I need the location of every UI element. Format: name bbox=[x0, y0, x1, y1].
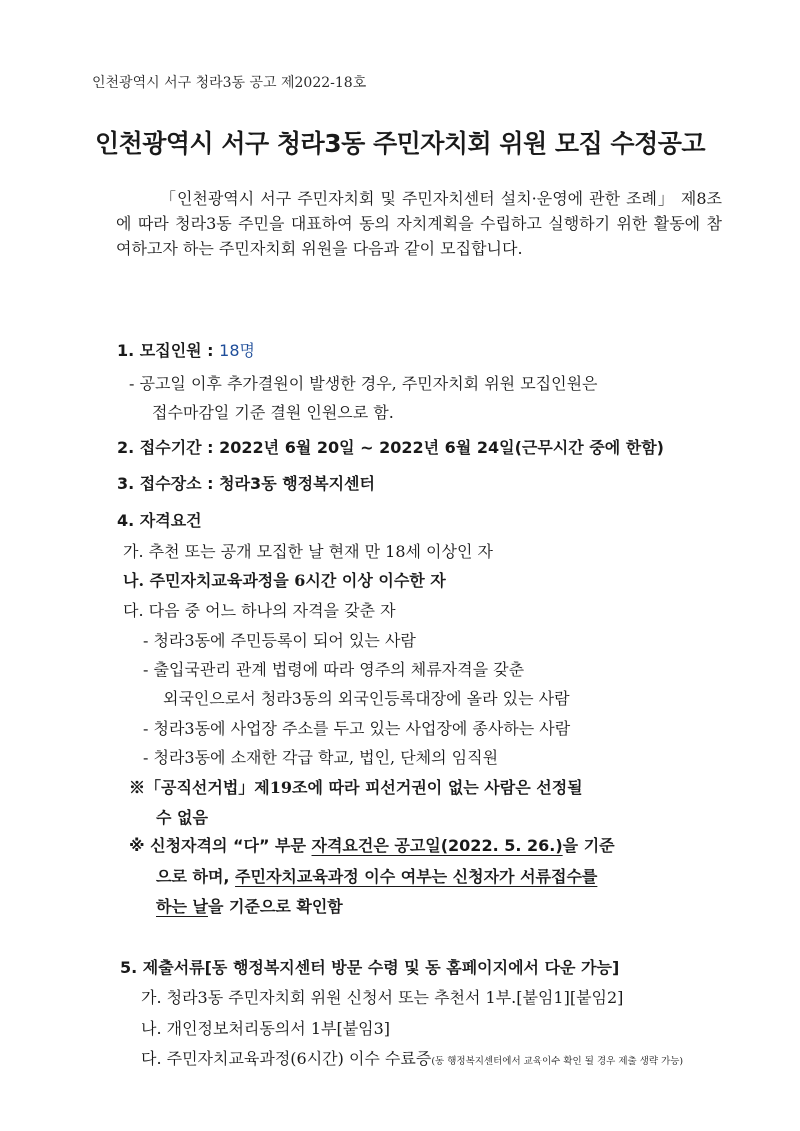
section-5-item-na: 나. 개인정보처리동의서 1부[붙임3] bbox=[141, 1019, 391, 1038]
intro-paragraph bbox=[116, 186, 722, 261]
section-4-heading: 4. 자격요건 bbox=[117, 511, 202, 530]
note2-line1-part-c: 을 기준 bbox=[562, 836, 615, 855]
note2-line1-part-a: ※ 신청자격의 “다” 부문 bbox=[129, 836, 312, 855]
section-2-period: 2. 접수기간 : 2022년 6월 20일 ~ 2022년 6월 24일(근무시간 중에 한함) bbox=[117, 438, 664, 457]
section-5-item-ga: 가. 청라3동 주민자치회 위원 신청서 또는 추천서 1부.[붙임1][붙임2] bbox=[141, 988, 624, 1007]
section-4-da-item-2-cont: 외국인으로서 청라3동의 외국인등록대장에 올라 있는 사람 bbox=[163, 689, 570, 708]
section-1-value: 18명 bbox=[219, 341, 255, 360]
intro-text: 「인천광역시 서구 주민자치회 및 주민자치센터 설치·운영에 관한 조례」 제8조에 따라 청라3동 주민을 대표하여 동의 자치계획을 수립하고 실행하기 위한 활동에 참여하고자 하는 주민자치회 위원을 다음과 같이 모집합니다. bbox=[116, 189, 722, 258]
section-4-da-item-2: - 출입국관리 관계 법령에 따라 영주의 체류자격을 갖춘 bbox=[143, 660, 525, 679]
section-5-item-da-main: 다. 주민자치교육과정(6시간) 이수 수료증 bbox=[141, 1049, 432, 1068]
note2-line3-part-b: 을 기준으로 확인함 bbox=[207, 897, 343, 916]
section-5-heading: 5. 제출서류[동 행정복지센터 방문 수령 및 동 홈페이지에서 다운 가능] bbox=[120, 958, 620, 977]
section-4-item-ga: 가. 추천 또는 공개 모집한 날 현재 만 18세 이상인 자 bbox=[123, 542, 493, 561]
eligibility-date-note-line3 bbox=[156, 894, 343, 917]
section-1-label: 1. 모집인원 : bbox=[117, 341, 214, 360]
note2-line3-underlined: 하는 날 bbox=[156, 897, 208, 916]
section-4-item-na: 나. 주민자치교육과정을 6시간 이상 이수한 자 bbox=[123, 571, 446, 590]
note2-line2-underlined: 주민자치교육과정 이수 여부는 신청자가 서류접수를 bbox=[235, 867, 598, 886]
notice-reference-number: 인천광역시 서구 청라3동 공고 제2022-18호 bbox=[92, 75, 367, 91]
note2-line1-underlined: 자격요건은 공고일(2022. 5. 26.) bbox=[311, 836, 563, 855]
section-1-heading bbox=[117, 338, 255, 361]
section-4-da-item-1: - 청라3동에 주민등록이 되어 있는 사람 bbox=[143, 631, 416, 650]
section-4-item-da: 다. 다음 중 어느 하나의 자격을 갖춘 자 bbox=[123, 601, 396, 620]
section-5-item-da bbox=[141, 1046, 683, 1069]
eligibility-date-note-line2 bbox=[156, 864, 597, 887]
eligibility-date-note-line1 bbox=[129, 833, 615, 856]
section-5-item-da-note: (동 행정복지센터에서 교육이수 확인 될 경우 제출 생략 가능) bbox=[431, 1056, 684, 1067]
section-1-note-line1: - 공고일 이후 추가결원이 발생한 경우, 주민자치회 위원 모집인원은 bbox=[129, 374, 598, 393]
note2-line2-part-a: 으로 하며, bbox=[156, 867, 236, 886]
election-law-note-line2: 수 없음 bbox=[156, 808, 208, 827]
section-1-note-line2: 접수마감일 기준 결원 인원으로 함. bbox=[152, 403, 394, 422]
election-law-note-line1: ※「공직선거법」제19조에 따라 피선거권이 없는 사람은 선정될 bbox=[129, 778, 583, 797]
section-3-location: 3. 접수장소 : 청라3동 행정복지센터 bbox=[117, 474, 375, 493]
section-4-da-item-4: - 청라3동에 소재한 각급 학교, 법인, 단체의 임직원 bbox=[143, 748, 499, 767]
section-4-da-item-3: - 청라3동에 사업장 주소를 두고 있는 사업장에 종사하는 사람 bbox=[143, 719, 571, 738]
page-title: 인천광역시 서구 청라3동 주민자치회 위원 모집 수정공고 bbox=[94, 129, 706, 158]
